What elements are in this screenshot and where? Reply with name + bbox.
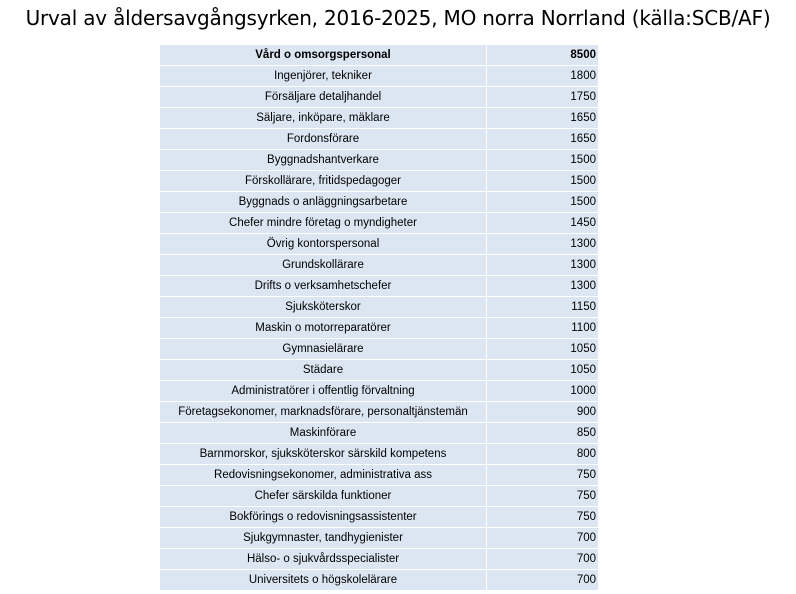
count-cell: 1500	[570, 196, 596, 208]
occupation-cell: Administratörer i offentlig förvaltning	[160, 381, 487, 401]
count-cell: 1450	[570, 217, 596, 229]
count-cell: 1050	[570, 343, 596, 355]
table-row	[160, 297, 598, 318]
count-cell: 700	[576, 553, 596, 565]
count-cell: 1650	[570, 133, 596, 145]
occupation-cell: Säljare, inköpare, mäklare	[160, 108, 487, 128]
count-cell: 1150	[571, 301, 596, 313]
table-row	[160, 549, 598, 570]
occupation-cell: Fordonsförare	[160, 129, 487, 149]
occupation-cell: Chefer särskilda funktioner	[160, 486, 487, 506]
count-cell: 750	[576, 490, 596, 502]
occupation-cell: Företagsekonomer, marknadsförare, personaltjänstemän	[160, 402, 487, 422]
count-cell: 750	[576, 511, 596, 523]
count-cell: 1300	[570, 238, 596, 250]
count-cell: 850	[576, 427, 596, 439]
table-row	[160, 360, 598, 381]
occupation-cell: Barnmorskor, sjuksköterskor särskild kompetens	[160, 444, 487, 464]
table-row	[160, 465, 598, 486]
table-row	[160, 192, 598, 213]
count-cell: 800	[576, 448, 596, 460]
table-row	[160, 234, 598, 255]
table-row	[160, 339, 598, 360]
table-row	[160, 87, 598, 108]
occupation-cell: Ingenjörer, tekniker	[160, 66, 487, 86]
count-cell: 1000	[570, 385, 596, 397]
count-cell: 700	[576, 532, 596, 544]
occupation-cell: Byggnads o anläggningsarbetare	[160, 192, 487, 212]
occupation-cell: Sjukgymnaster, tandhygienister	[160, 528, 487, 548]
table-row	[160, 129, 598, 150]
count-cell: 8500	[570, 49, 596, 61]
table-row	[160, 444, 598, 465]
occupation-cell: Chefer mindre företag o myndigheter	[160, 213, 487, 233]
table-row	[160, 45, 598, 66]
table-row	[160, 318, 598, 339]
table-row	[160, 507, 598, 528]
count-cell: 1750	[570, 91, 596, 103]
table-row	[160, 66, 598, 87]
occupation-cell: Gymnasielärare	[160, 339, 487, 359]
table-row	[160, 570, 598, 591]
count-cell: 1500	[570, 154, 596, 166]
occupation-cell: Maskin o motorreparatörer	[160, 318, 487, 338]
table-row	[160, 381, 598, 402]
count-cell: 700	[576, 574, 596, 586]
occupation-cell: Sjuksköterskor	[160, 297, 487, 317]
count-cell: 750	[576, 469, 596, 481]
occupation-cell: Byggnadshantverkare	[160, 150, 487, 170]
table-row	[160, 150, 598, 171]
count-cell: 1050	[570, 364, 596, 376]
table-row	[160, 255, 598, 276]
occupation-cell: Redovisningsekonomer, administrativa ass	[160, 465, 487, 485]
occupation-cell: Drifts o verksamhetschefer	[160, 276, 487, 296]
occupation-cell: Bokförings o redovisningsassistenter	[160, 507, 487, 527]
table-row	[160, 108, 598, 129]
count-cell: 1500	[570, 175, 596, 187]
occupation-cell: Försäljare detaljhandel	[160, 87, 487, 107]
count-cell: 1100	[571, 322, 596, 334]
count-cell: 900	[576, 406, 596, 418]
table-row	[160, 213, 598, 234]
occupation-cell: Vård o omsorgspersonal	[160, 45, 487, 65]
table-row	[160, 402, 598, 423]
occupation-cell: Universitets o högskolelärare	[160, 570, 487, 590]
occupation-cell: Förskollärare, fritidspedagoger	[160, 171, 487, 191]
table-row	[160, 423, 598, 444]
table-row	[160, 171, 598, 192]
count-cell: 1800	[570, 70, 596, 82]
occupation-table	[160, 45, 598, 591]
occupation-cell: Hälso- o sjukvårdsspecialister	[160, 549, 487, 569]
count-cell: 1650	[570, 112, 596, 124]
count-cell: 1300	[570, 259, 596, 271]
occupation-cell: Övrig kontorspersonal	[160, 234, 487, 254]
occupation-cell: Maskinförare	[160, 423, 487, 443]
table-row	[160, 486, 598, 507]
page-title: Urval av åldersavgångsyrken, 2016-2025, MO norra Norrland (källa:SCB/AF)	[25, 6, 771, 30]
occupation-cell: Grundskollärare	[160, 255, 487, 275]
occupation-cell: Städare	[160, 360, 487, 380]
count-cell: 1300	[570, 280, 596, 292]
table-row	[160, 528, 598, 549]
table-row	[160, 276, 598, 297]
